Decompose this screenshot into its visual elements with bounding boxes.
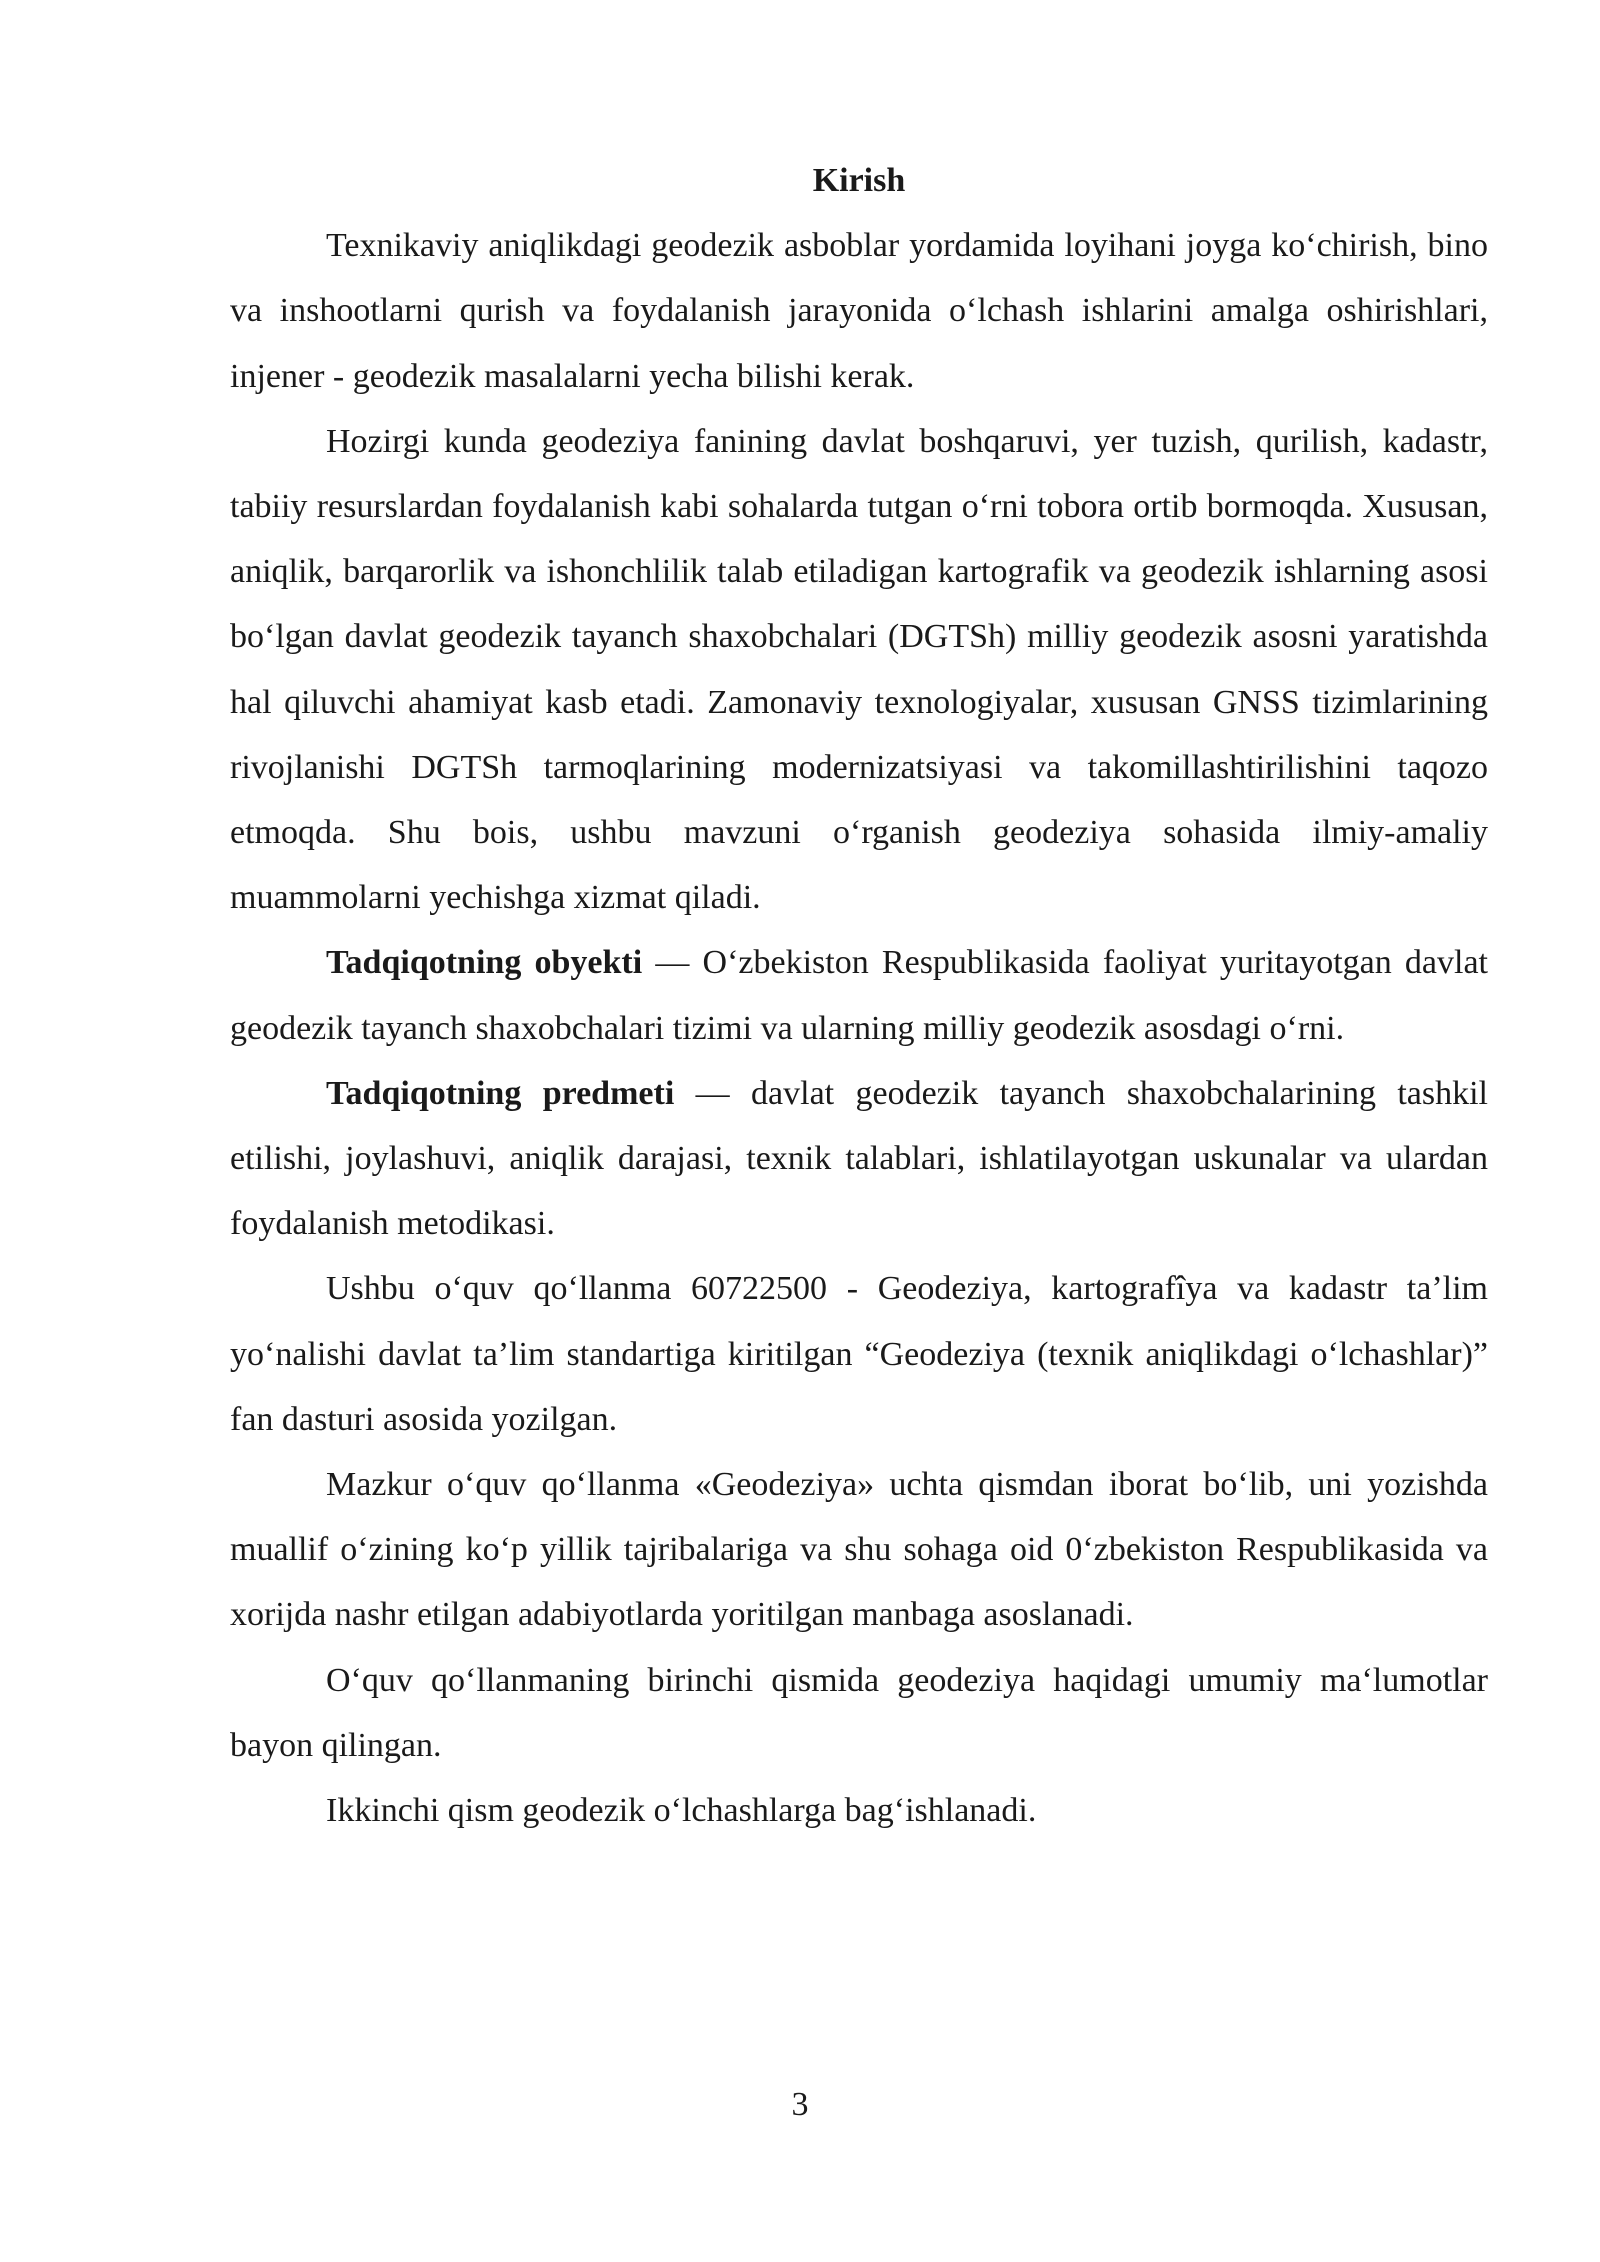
paragraph-7 — [230, 1648, 1488, 1778]
paragraph-subject — [230, 1061, 1488, 1257]
paragraph-1 — [230, 213, 1488, 409]
object-term: Tadqiqotning obyekti — [326, 944, 643, 982]
paragraph-object — [230, 930, 1488, 1060]
paragraph-2-text: Hozirgi kunda geodeziya fanining davlat boshqaruvi, yer tuzish, qurilish, kadastr, tabiiy resurslardan foydalanish kabi sohalarda tutgan o‘rni tobora ortib bormoqda. Xususan, aniqlik, barqarorlik va ishonchlilik talab etiladigan kartografik va geodezik ishlarning asosi bo‘lgan davlat geodezik tayanch shaxobchalari (DGTSh) milliy geodezik asosni yaratishda hal qiluvchi ahamiyat kasb etadi. Zamonaviy texnologiyalar, xususan GNSS tizimlarining rivojlanishi DGTSh tarmoqlarining modernizatsiyasi va takomillashtirilishini taqozo etmoqda. Shu bois, ushbu mavzuni o‘rganish geodeziya sohasida ilmiy-amaliy muammolarni yechishga xizmat qiladi. — [230, 422, 1488, 917]
paragraph-7-text: O‘quv qo‘llanmaning birinchi qismida geodeziya haqidagi umumiy ma‘lumotlar bayon qilingan. — [230, 1661, 1488, 1764]
object-definition: — O‘zbekiston Respublikasida faoliyat yuritayotgan davlat geodezik tayanch shaxobchalari tizimi va ularning milliy geodezik asosdagi o‘rni. — [230, 944, 1488, 1047]
page-title: Kirish — [812, 162, 906, 199]
paragraph-1-text: Texnikaviy aniqlikdagi geodezik asboblar yordamida loyihani joyga ko‘chirish, bino va inshootlarni qurish va foydalanish jarayonida o‘lchash ishlarini amalga oshirishlari, injener - geodezik masalalarni yecha bilishi kerak. — [230, 227, 1488, 395]
paragraph-2 — [230, 409, 1488, 931]
paragraph-8 — [230, 1778, 1488, 1843]
paragraph-5 — [230, 1256, 1488, 1452]
paragraph-6-text: Mazkur o‘quv qo‘llanma «Geodeziya» uchta qismdan iborat bo‘lib, uni yozishda muallif o‘zining ko‘p yillik tajribalariga va shu sohaga oid 0‘zbekiston Respublikasida va xorijda nashr etilgan adabiyotlarda yoritilgan manbaga asoslanadi. — [230, 1466, 1488, 1634]
paragraph-8-text: Ikkinchi qism geodezik o‘lchashlarga bag‘ishlanadi. — [326, 1792, 1037, 1830]
paragraph-6 — [230, 1452, 1488, 1648]
subject-definition: — davlat geodezik tayanch shaxobchalarining tashkil etilishi, joylashuvi, aniqlik darajasi, texnik talablari, ishlatilayotgan uskunalar va ulardan foydalanish metodikasi. — [230, 1074, 1489, 1243]
paragraph-5-text: Ushbu o‘quv qo‘llanma 60722500 - Geodeziya, kartografîya va kadastr ta’lim yo‘nalishi davlat ta’lim standartiga kiritilgan “Geodeziya (texnik aniqlikdagi o‘lchashlar)” fan dasturi asosida yozilgan. — [230, 1270, 1488, 1438]
subject-term: Tadqiqotning predmeti — [326, 1074, 675, 1112]
document-body — [230, 148, 1488, 1843]
page-number: 3 — [791, 2086, 809, 2123]
